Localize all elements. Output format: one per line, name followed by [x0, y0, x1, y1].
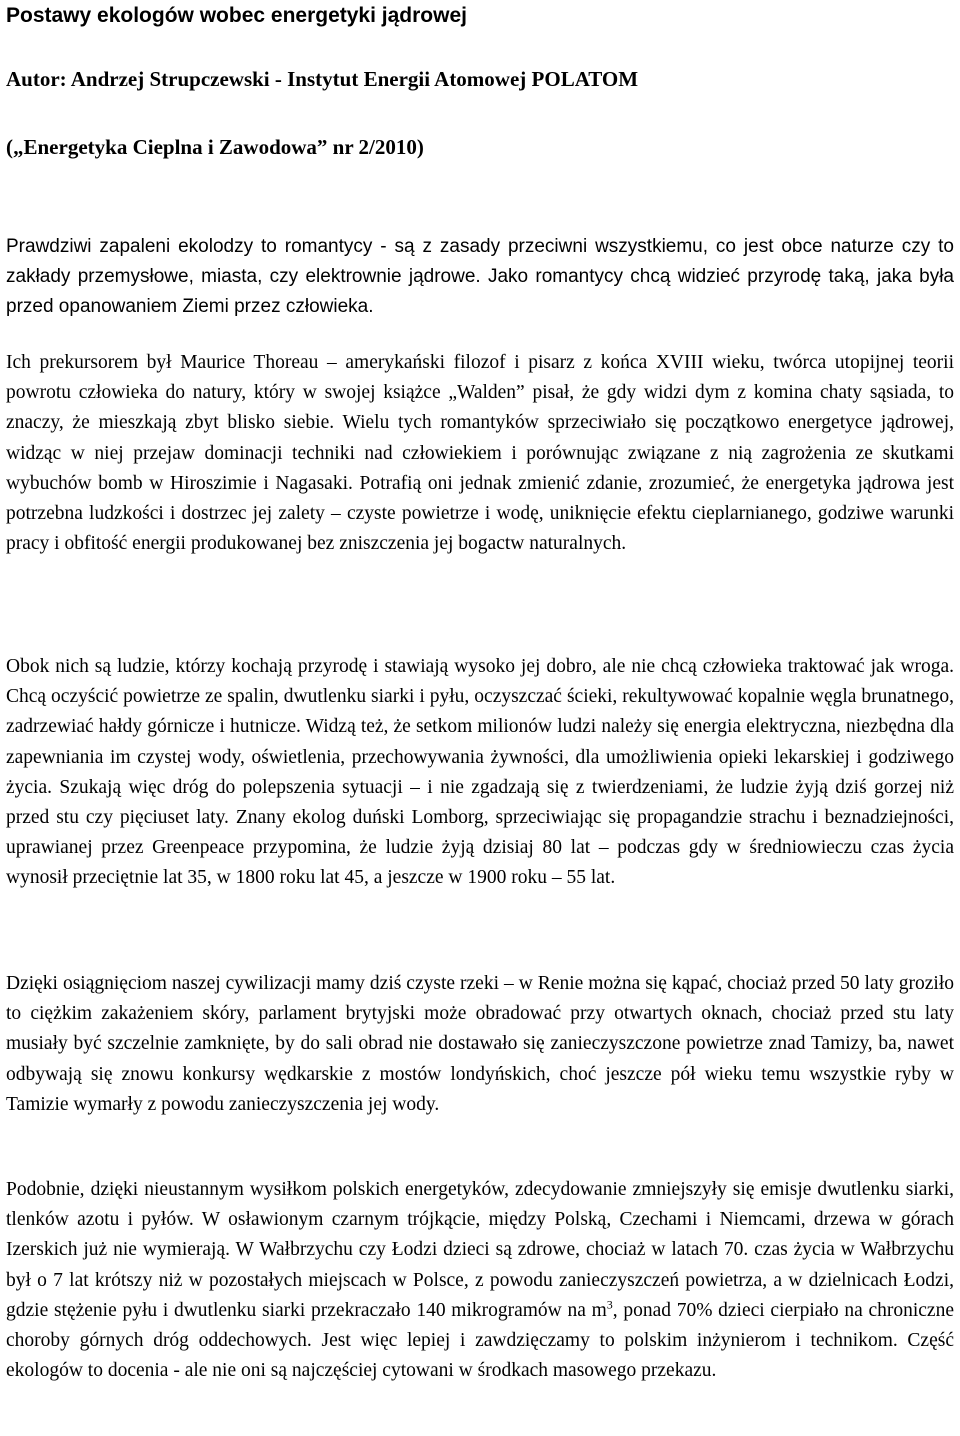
paragraph-nature-lovers: Obok nich są ludzie, którzy kochają przyrodę i stawiają wysoko jej dobro, ale nie chcą człowieka traktować jak wroga. Chcą oczyścić powietrze ze spalin, dwutlenku siarki i pyłu, oczyszczać ścieki, rekultywować kopalnie węgla brunatnego, zadrzewiać hałdy górnicze i hutnicze. Widzą też, że setkom milionów ludzi należy się energia elektryczna, niezbędna dla zapewniania im czystej wody, oświetlenia, przechowywania żywności, dla umożliwienia opieki lekarskiej i godziwego życia. Szukają więc dróg do polepszenia sytuacji – i nie zgadzają się z twierdzeniami, że ludzie żyją dziś gorzej niż przed stu czy pięciuset laty. Znany ekolog duński Lomborg, sprzeciwiając się propagandzie strachu i beznadziejności, uprawianej przez Greenpeace przypomina, że ludzie żyją dzisiaj 80 lat – podczas gdy w średniowieczu czas życia wynosił przeciętnie lat 35, w 1800 roku lat 45, a jeszcze w 1900 roku – 55 lat.: [6, 656, 954, 889]
paragraph-polish-energy-text-2: , ponad 70% dzieci cierpiało na chroniczne choroby górnych dróg oddechowych. Jest więc lepiej i zawdzięczamy to polskim inżynierom i technikom. Część ekologów to docenia - ale nie oni są najczęściej cytowani w środkach masowego przekazu.: [6, 1299, 954, 1382]
paragraph-polish-energy-text-1: Podobnie, dzięki nieustannym wysiłkom polskich energetyków, zdecydowanie zmniejszyły się emisje dwutlenku siarki, tlenków azotu i pyłów. W osławionym czarnym trójkącie, między Polską, Czechami i Niemcami, drzewa w górach Izerskich już nie wymierają. W Wałbrzychu czy Łodzi dzieci są zdrowe, chociaż w latach 70. czas życia w Wałbrzychu był o 7 lat krótszy niż w pozostałych miejscach w Polsce, z powodu zanieczyszczeń powietrza, a w dzielnicach Łodzi, gdzie stężenie pyłu i dwutlenku siarki przekraczało 140 mikrogramów na m: [6, 1179, 954, 1321]
document-source: („Energetyka Cieplna i Zawodowa” nr 2/2010): [6, 135, 424, 159]
paragraph-polish-energy: [6, 1175, 954, 1386]
paragraph-intro: Prawdziwi zapaleni ekolodzy to romantycy - są z zasady przeciwni wszystkiemu, co jest obce naturze czy to zakłady przemysłowe, miasta, czy elektrownie jądrowe. Jako romantycy chcą widzieć przyrodę taką, jaka była przed opanowaniem Ziemi przez człowieka.: [6, 236, 954, 318]
document-title: Postawy ekologów wobec energetyki jądrowej: [6, 4, 467, 27]
paragraph-thoreau: Ich prekursorem był Maurice Thoreau – amerykański filozof i pisarz z końca XVIII wieku, twórca utopijnej teorii powrotu człowieka do natury, który w swojej książce „Walden” pisał, że gdy widzi dym z komina chaty sąsiada, to znaczy, że mieszkają zbyt blisko siebie. Wielu tych romantyków sprzeciwiało się początkowo energetyce jądrowej, widząc w niej przejaw dominacji techniki nad człowiekiem i porównując związane z nią zagrożenia ze skutkami wybuchów bomb w Hiroszimie i Nagasaki. Potrafią oni jednak zmienić zdanie, zrozumieć, że energetyka jądrowa jest potrzebna ludzkości i dostrzec jej zalety – czyste powietrze i wodę, uniknięcie efektu cieplarnianego, godziwe warunki pracy i obfitość energii produkowanej bez zniszczenia jej bogactw naturalnych.: [6, 352, 954, 555]
paragraph-civilization: Dzięki osiągnięciom naszej cywilizacji mamy dziś czyste rzeki – w Renie można się kąpać, chociaż przed 50 laty groziło to ciężkim zakażeniem skóry, parlament brytyjski może obradować przy otwartych oknach, chociaż przed stu laty musiały być szczelnie zamknięte, by do sali obrad nie dostawało się zanieczyszczone powietrze znad Tamizy, ba, nawet odbywają się znowu konkursy wędkarskie z mostów londyńskich, choć jeszcze pół wieku temu wszystkie ryby w Tamizie wymarły z powodu zanieczyszczenia jej wody.: [6, 973, 954, 1115]
document-author: Autor: Andrzej Strupczewski - Instytut Energii Atomowej POLATOM: [6, 67, 639, 91]
superscript-cubed: 3: [606, 1297, 613, 1312]
